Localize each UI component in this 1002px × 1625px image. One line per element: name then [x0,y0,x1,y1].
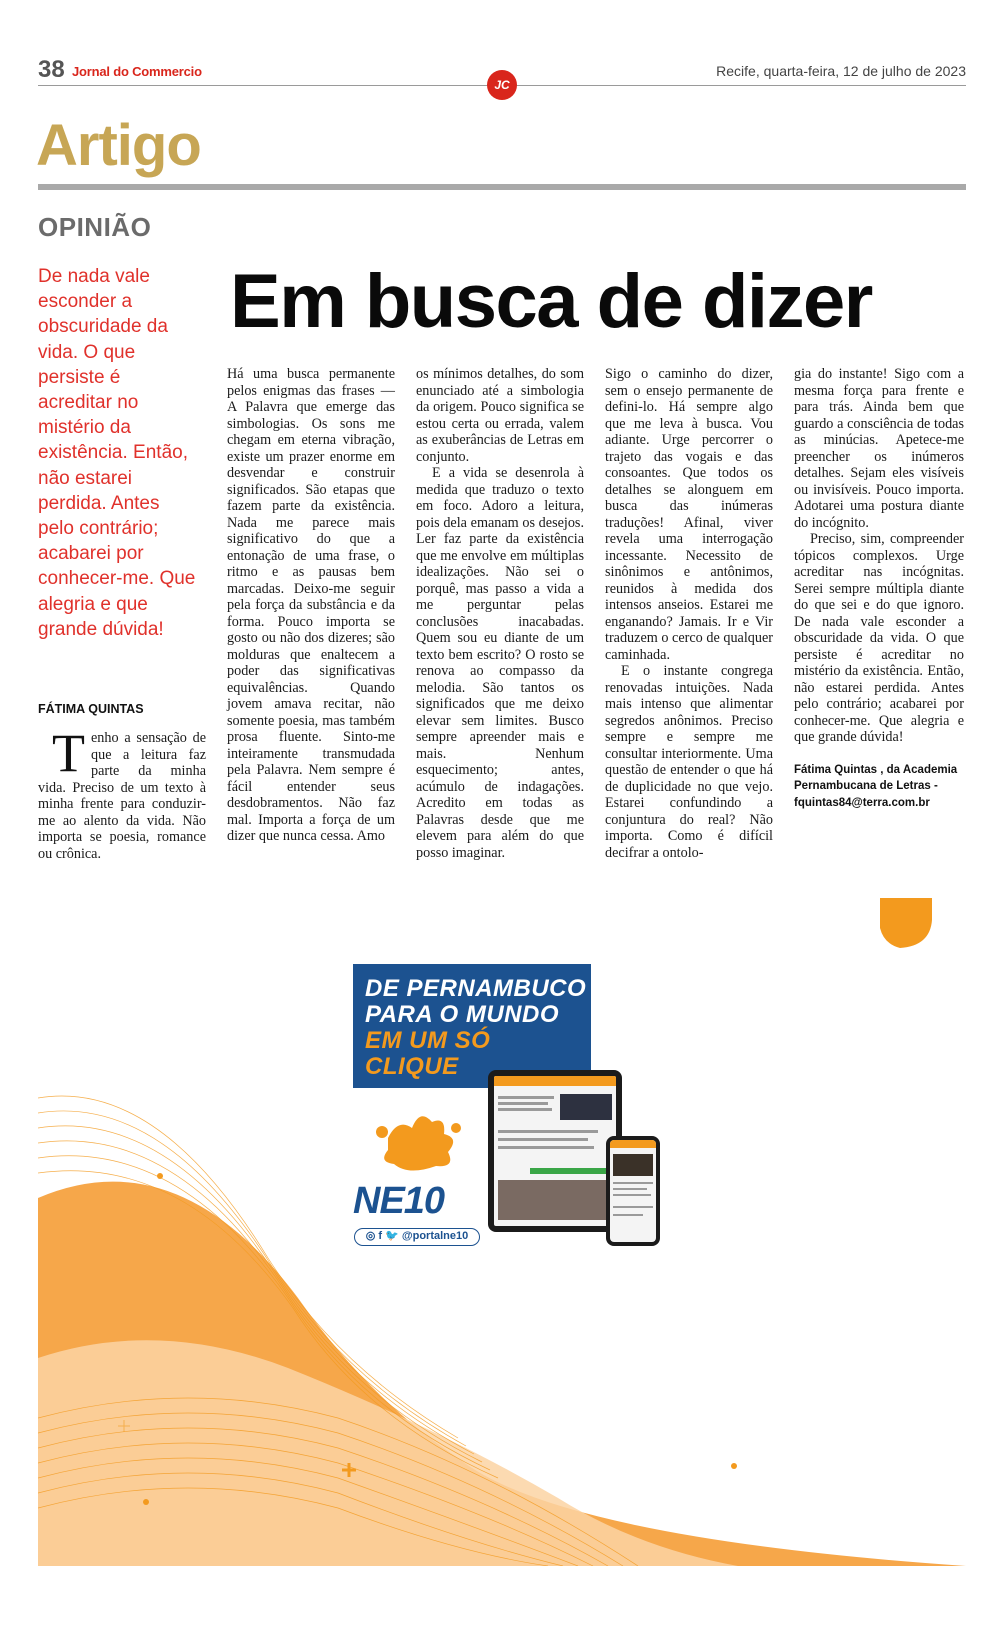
article-column-2 [227,366,395,845]
ne10-advertisement[interactable] [38,898,966,1566]
tablet-text-line [498,1130,598,1133]
phone-text-line [613,1194,651,1196]
article-column-1 [38,723,206,862]
phone-text-line [613,1182,653,1184]
newspaper-name: Jornal do Commercio [72,64,202,79]
ad-line-1: DE PERNAMBUCO [365,975,587,1002]
article-paragraph: Há uma busca permanente pelos enigmas das frases — A Palavra que emerge das simbologias. Os sons me chegam em eterna vibração, existe um prazer enorme em desvendar e construir significados. São etapas que fazem parte da existência. Nada me parece mais significativo do que a entonação de uma frase, o ritmo e as pausas bem marcadas. Deixo-me seguir pela força da substância e da forma. Pouco importa se gosto ou não dos dizeres; são molduras que enaltecem a poder das significativas equivalências. Quando jovem amava recitar, não somente poesia, mas também prosa fluente. Sinto-me inteiramente transmudada pela Palavra. Nem sempre é fácil entender seus desdobramentos. Não faz mal. Importa a força de um dizer que nunca cessa. Amo [227,366,395,844]
tablet-photo [560,1094,612,1120]
tablet-text-line [498,1138,588,1141]
article-paragraph: E o instante congrega renovadas intuições. Nada mais intenso que alimentar segredos anônimos. Preciso sempre e sempre me consultar interiormente. Uma questão de entender o que há de duplicidade no que vejo. Estarei confundindo a conjuntura do real? Não importa. Como é difícil decifrar a ontolo- [605,663,773,861]
ne10-wordmark: NE10 [353,1180,445,1222]
ad-line-3: EM UM SÓ [365,1027,491,1054]
article-paragraph: Sigo o caminho do dizer, sem o ensejo permanente de defini-lo. Há sempre algo que me leva à busca. Vou adiante. Urge percorrer o trajeto das vogais e das consoantes. Que todos os detalhes se alonguem em busca das inúmeras traduções! Afinal, viver revela uma interrogação incessante. Necessito de sinônimos e antônimos, reunidos à medida dos intensos anseios. Estarei me enganando? Jamais. Ir e Vir traduzem o cerco de qualquer caminhada. [605,366,773,663]
article-paragraph: gia do instante! Sigo com a mesma força para frente e para trás. Ainda bem que guardo a consciência de todas as minúcias. Apetece-me preencher os inúmeros detalhes. Sejam eles visíveis ou invisíveis. Pouco importa. Adotarei uma postura diante do incógnito. [794,366,964,531]
ad-line-2: PARA O MUNDO [365,1001,559,1028]
pull-quote: De nada vale esconder a obscuridade da vida. O que persiste é acreditar no mistério da existência. Então, não estarei perdida. Antes pelo contrário; acabarei por conhecer-me. Que alegria e que grande dúvida! [38,266,196,640]
section-kicker: OPINIÃO [38,212,152,242]
phone-text-line [613,1214,643,1216]
social-handle[interactable]: ◎ f 🐦 @portalne10 [354,1228,480,1246]
article-paragraph: E a vida se desenrola à medida que traduzo o texto em foco. Adoro a leitura, pois dela emanam os desejos. Ler faz parte da existência que me envolve em múltiplas idealizações. Não sei o porquê, mas passo a vida a me perguntar pelas conclusões inacabadas. Quem sou eu diante de um texto bem escrito? O rosto se renova ao compasso da melodia. São tantos os significados que me deixo elevar sem limites. Busco sempre apreender mais e mais. Nenhum esquecimento; antes, acúmulo de indagações. Acredito em todas as Palavras desde que me elevem para além do que posso imaginar. [416,465,584,861]
article-paragraph: Preciso, sim, compreender tópicos complexos. Urge acreditar nas incógnitas. Serei sempre múltipla diante do que sei e do que ignoro. De nada vale esconder a obscuridade da vida. O que persiste é acreditar no mistério da existência. Então, não estarei perdida. Antes pelo contrário; acabarei por conhecer-me. Que alegria e que grande dúvida! [794,531,964,745]
ad-line-4: CLIQUE [365,1053,459,1080]
phone-nav-bar [610,1140,656,1148]
tablet-mockup [488,1070,622,1232]
dot [143,1499,149,1505]
tablet-text-line [498,1096,554,1099]
drop-cap: T [52,723,85,783]
tablet-nav-bar [494,1076,616,1086]
orange-corner-shape [880,898,932,948]
tablet-text-line [498,1102,548,1105]
dot [731,1463,737,1469]
section-title: Artigo [36,113,201,178]
article-paragraph [38,723,206,862]
author-signature: Fátima Quintas , da Academia Pernambucana de Letras - fquintas84@terra.com.br [794,763,958,809]
article-column-5 [794,366,964,811]
article-column-4 [605,366,773,861]
tablet-text-line [498,1108,552,1111]
phone-photo [613,1154,653,1176]
page-number: 38 [38,56,65,83]
phone-text-line [613,1206,653,1208]
section-rule [38,184,966,190]
dateline: Recife, quarta-feira, 12 de julho de 2023 [716,63,966,79]
article-headline: Em busca de dizer [230,259,872,344]
tablet-text-line [498,1146,594,1149]
phone-screen [610,1140,656,1242]
jc-logo-badge: JC [487,70,517,100]
article-column-3 [416,366,584,861]
dot [157,1173,163,1179]
tablet-photo-2 [498,1180,608,1220]
paragraph-text: enho a sensação de que a leitura faz parte da minha vida. Preciso de um texto à minha frente para conduzir-me ao alento da vida. Não importa se poesia, romance ou crônica. [38,730,206,862]
tablet-screen [494,1076,616,1226]
phone-mockup [606,1136,660,1246]
article-paragraph: os mínimos detalhes, do som enunciado até a simbologia da origem. Pouco significa se estou certa ou errada, valem as exuberâncias de Letras em conjunto. [416,366,584,465]
tablet-green-banner [530,1168,610,1174]
author-byline: FÁTIMA QUINTAS [38,702,144,716]
phone-text-line [613,1188,647,1190]
